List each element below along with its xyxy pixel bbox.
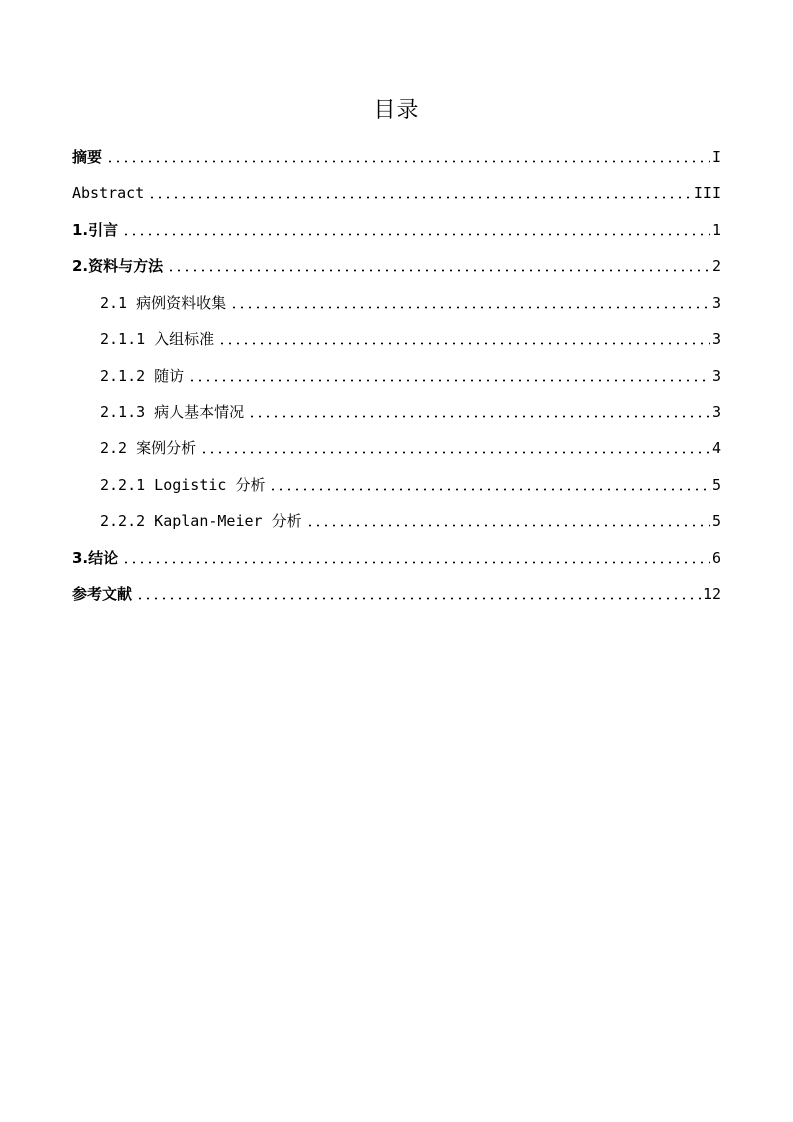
toc-entry-abstract-en[interactable] xyxy=(72,176,721,204)
toc-entry-label: 2.2.1 Logistic 分析 xyxy=(100,476,266,494)
toc-entry-2-1-2[interactable] xyxy=(100,359,721,387)
toc-entry-label: 参考文献 xyxy=(72,585,133,603)
toc-entry-page: 3 xyxy=(711,403,721,421)
toc-entry-label: 2.1 病例资料收集 xyxy=(100,294,227,312)
toc-entry-2-2[interactable] xyxy=(100,431,721,459)
toc-entry-page: 5 xyxy=(711,476,721,494)
toc-entry-page: 6 xyxy=(711,549,721,567)
toc-entry-page: 5 xyxy=(711,512,721,530)
toc-title: 目录 xyxy=(373,98,420,123)
toc-entry-page: I xyxy=(711,148,721,166)
dot-leader xyxy=(269,488,710,491)
toc-entry-conclusion[interactable] xyxy=(72,541,721,569)
dot-leader xyxy=(122,233,710,236)
toc-entry-abstract-cn[interactable] xyxy=(72,140,721,168)
toc-entry-page: 2 xyxy=(711,257,721,275)
dot-leader xyxy=(148,196,692,199)
toc-entry-materials-methods[interactable] xyxy=(72,249,721,277)
toc-entry-page: 3 xyxy=(711,330,721,348)
toc-entry-label: 2.资料与方法 xyxy=(72,257,164,275)
dot-leader xyxy=(306,524,710,527)
dot-leader xyxy=(167,269,710,272)
toc-entry-label: 2.1.2 随访 xyxy=(100,367,185,385)
toc-entry-label: 2.1.3 病人基本情况 xyxy=(100,403,245,421)
toc-entry-label: 1.引言 xyxy=(72,221,119,239)
toc-entry-2-1[interactable] xyxy=(100,286,721,314)
toc-entry-2-2-1[interactable] xyxy=(100,468,721,496)
toc-entry-references[interactable] xyxy=(72,577,721,605)
toc-entry-label: 摘要 xyxy=(72,148,103,166)
toc-entry-page: 1 xyxy=(711,221,721,239)
dot-leader xyxy=(188,379,710,382)
toc-entry-page: III xyxy=(693,184,721,202)
toc-entry-label: Abstract xyxy=(72,184,145,202)
dot-leader xyxy=(136,597,701,600)
toc-entry-page: 4 xyxy=(711,439,721,457)
toc-entry-2-1-1[interactable] xyxy=(100,322,721,350)
toc-entry-page: 3 xyxy=(711,367,721,385)
toc-entry-2-1-3[interactable] xyxy=(100,395,721,423)
toc-entry-label: 2.2 案例分析 xyxy=(100,439,197,457)
dot-leader xyxy=(218,342,710,345)
dot-leader xyxy=(200,451,710,454)
toc-entry-page: 12 xyxy=(702,585,721,603)
dot-leader xyxy=(230,306,710,309)
toc-entry-label: 2.2.2 Kaplan-Meier 分析 xyxy=(100,512,302,530)
dot-leader xyxy=(122,561,710,564)
dot-leader xyxy=(106,160,710,163)
toc-entry-label: 3.结论 xyxy=(72,549,119,567)
toc-entry-2-2-2[interactable] xyxy=(100,504,721,532)
toc-entry-label: 2.1.1 入组标准 xyxy=(100,330,215,348)
dot-leader xyxy=(248,415,710,418)
toc-entry-introduction[interactable] xyxy=(72,213,721,241)
toc-entry-page: 3 xyxy=(711,294,721,312)
